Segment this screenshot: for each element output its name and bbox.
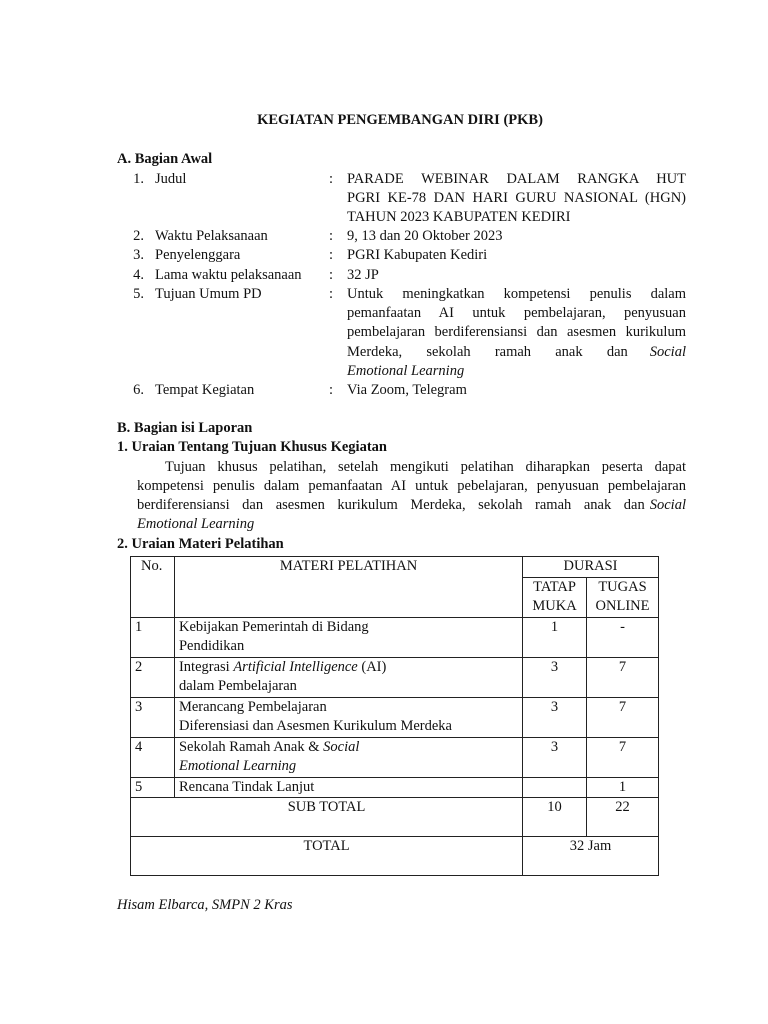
item-label: Judul [155, 171, 187, 187]
table-row [131, 617, 659, 657]
header-tatap-muka: TATAP MUKA [523, 577, 587, 617]
row-tugas: 7 [587, 737, 659, 777]
item-value-line: pemanfaatan AI untuk pembelajaran, penyusuan [347, 305, 686, 321]
section-b-heading: B. Bagian isi Laporan [117, 420, 253, 436]
section-a-heading: A. Bagian Awal [117, 151, 213, 167]
row-tugas: 7 [587, 697, 659, 737]
subtotal-tatap: 10 [523, 798, 587, 837]
paragraph-line [137, 516, 254, 533]
row-materi: Merancang Pembelajaran Diferensiasi dan Asesmen Kurikulum Merdeka [174, 697, 522, 737]
subsection-2-heading: 2. Uraian Materi Pelatihan [117, 536, 284, 552]
subsection-1-heading: 1. Uraian Tentang Tujuan Khusus Kegiatan [117, 439, 387, 455]
item-number: 1. [133, 171, 144, 187]
row-no: 5 [131, 777, 175, 798]
item-number: 6. [133, 382, 144, 398]
total-label: TOTAL [131, 837, 523, 876]
item-label: Tujuan Umum PD [155, 286, 262, 302]
table-row [131, 737, 659, 777]
row-no: 3 [131, 697, 175, 737]
item-value: 32 JP [347, 267, 379, 283]
table-row [131, 697, 659, 737]
item-number: 4. [133, 267, 144, 283]
header-materi: MATERI PELATIHAN [174, 557, 522, 618]
item-label: Lama waktu pelaksanaan [155, 267, 302, 283]
item-colon: : [329, 171, 334, 187]
italic-term: Social [649, 497, 686, 513]
item-value-words: Merdeka, sekolah ramah anak dan [347, 344, 628, 360]
item-value-line: PGRI KE-78 DAN HARI GURU NASIONAL (HGN) [347, 190, 686, 206]
row-materi: Sekolah Ramah Anak & Social Emotional Learning [174, 737, 522, 777]
subtotal-label: SUB TOTAL [131, 798, 523, 837]
item-value-line: Untuk meningkatkan kompetensi penulis dalam [347, 286, 686, 302]
total-value: 32 Jam [523, 837, 659, 876]
item-value: Via Zoom, Telegram [347, 382, 467, 398]
row-tugas: - [587, 617, 659, 657]
row-materi: Rencana Tindak Lanjut [174, 777, 522, 798]
subtotal-row [131, 798, 659, 837]
item-value: 9, 13 dan 20 Oktober 2023 [347, 228, 503, 244]
item-value-line: TAHUN 2023 KABUPATEN KEDIRI [347, 209, 571, 225]
item-number: 3. [133, 247, 144, 263]
item-colon: : [329, 382, 334, 398]
row-no: 4 [131, 737, 175, 777]
item-value-line: PARADE WEBINAR DALAM RANGKA HUT [347, 171, 686, 187]
row-materi: Kebijakan Pemerintah di Bidang Pendidikan [174, 617, 522, 657]
materi-table [130, 556, 659, 876]
signature: Hisam Elbarca, SMPN 2 Kras [117, 897, 293, 913]
subtotal-tugas: 22 [587, 798, 659, 837]
header-no: No. [131, 557, 175, 618]
item-value-line [347, 344, 686, 361]
item-colon: : [329, 267, 334, 283]
row-no: 1 [131, 617, 175, 657]
item-label: Waktu Pelaksanaan [155, 228, 268, 244]
item-colon: : [329, 286, 334, 302]
italic-term: Emotional Learning [137, 516, 255, 532]
item-number: 2. [133, 228, 144, 244]
italic-term: Social [649, 344, 686, 360]
item-label: Tempat Kegiatan [155, 382, 255, 398]
item-colon: : [329, 228, 334, 244]
row-no: 2 [131, 657, 175, 697]
row-tatap [523, 777, 587, 798]
table-row [131, 657, 659, 697]
paragraph-line: Tujuan khusus pelatihan, setelah mengikuti pelatihan diharapkan peserta dapat [165, 459, 686, 475]
row-tatap: 3 [523, 737, 587, 777]
paragraph-line: kompetensi penulis dalam pemanfaatan AI untuk pebelajaran, penyusuan pembelajaran [137, 478, 686, 494]
paragraph-text: berdiferensiansi dan asesmen kurikulum Merdeka, sekolah ramah anak dan [137, 497, 645, 513]
item-label: Penyelenggara [155, 247, 241, 263]
total-row [131, 837, 659, 876]
document-title: KEGIATAN PENGEMBANGAN DIRI (PKB) [257, 112, 543, 128]
header-tugas-online: TUGAS ONLINE [587, 577, 659, 617]
item-value: PGRI Kabupaten Kediri [347, 247, 488, 263]
row-tatap: 3 [523, 657, 587, 697]
table-row [131, 777, 659, 798]
row-tatap: 1 [523, 617, 587, 657]
item-colon: : [329, 247, 334, 263]
item-number: 5. [133, 286, 144, 302]
row-tugas: 7 [587, 657, 659, 697]
row-tugas: 1 [587, 777, 659, 798]
paragraph-line [137, 497, 686, 514]
item-value-line: pembelajaran berdiferensiansi dan asesmen kurikulum [347, 324, 686, 340]
row-tatap: 3 [523, 697, 587, 737]
item-value-line [347, 363, 464, 380]
header-durasi: DURASI [523, 557, 659, 578]
italic-term: Emotional Learning [347, 363, 465, 379]
row-materi: Integrasi Artificial Intelligence (AI) dalam Pembelajaran [174, 657, 522, 697]
